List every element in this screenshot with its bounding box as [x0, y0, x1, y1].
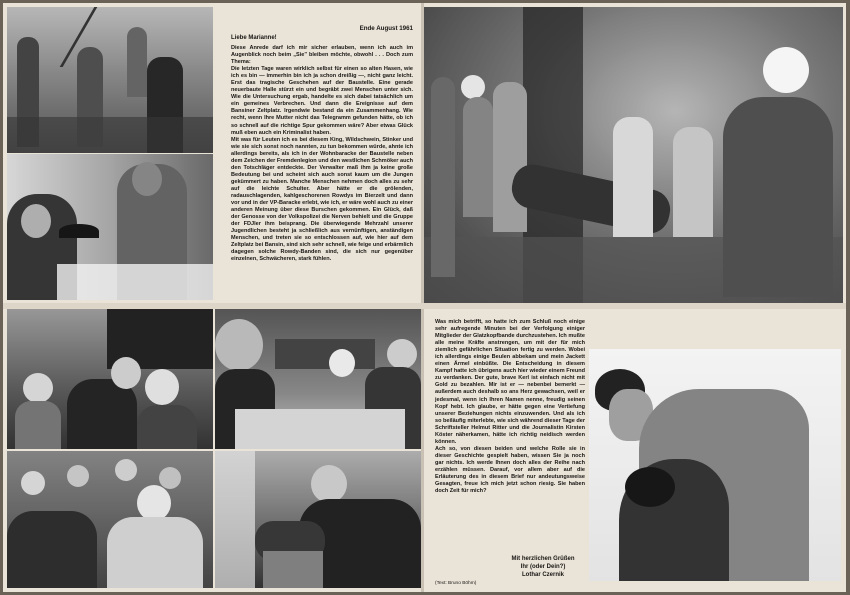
photo-construction-site	[7, 7, 213, 153]
signature-block	[501, 555, 585, 579]
letter-top-body: Diese Anrede darf ich mir sicher erlauben, wenn ich auch im Augenblick noch beim „Sie" bleiben möchte, obwohl . . . Doch zum Thema: Die letzten Tage waren wirklich selbst für einen so alten Hasen, wie ich es bin — immerhin bin ich ja schon dreißig —, nicht ganz leicht. Erst das tragische Geschehen auf der Baustelle. Eine gerade neuerbaute Halle stürzt ein und begräbt zwei Menschen unter sich. Wie die Untersuchung ergab, handelte es sich dabei tatsächlich um ein gemeines Verbrechen. Und dann die Ereignisse auf dem Bansiner Zeltplatz. Irgendwie bestand da ein Zusammenhang. Wie recht, wenn Ihre Mutter nicht das Telegramm gefunden hätte, ob ich so schnell auf die richtige Spur gekommen wäre? Aber etwas Glück muß eben auch ein Kriminalist haben. Mit was für Leuten ich es bei diesem King, Wildschwein, Stinker und wie sie sich sonst noch nannten, zu tun bekommen würde, ahnte ich allerdings bereits, als ich in der Wohnbaracke der Baustelle neben dem Zeichen der Fremdenlegion und den westlichen Schmöker auch den Totschläger entdeckte. Der Verwalter maß ihm ja keine große Bedeutung bei und scheint sich auch sonst kaum um die Jungen gekümmert zu haben. Manche Menschen nehmen doch alles zu sehr auf die leichte Schulter. Aber hätte er die grölenden, radauschlagenden, kahlgeschorenen Rowdys im Bierzelt und dann vor und in der VP-Baracke erlebt, wie ich, er wäre wohl auch zu einer anderen Meinung über diese Burschen gekommen. Ein Glück, daß der Genosse von der Volkspolizei die Nerven behielt und die Gruppe der FDJler ihm beisprang. Die überwiegende Mehrzahl unserer Jugendlichen besteht ja schließlich aus vernünftigen, anständigen Menschen, und treten sie so entschlossen auf, wie hier auf dem Zeltplatz bei Bansin, sind sich sehr schnell, wie feige und erbärmlich dagegen solche Rowdy-Banden sind, die sich nur gegenüber einzelnen, Schwächeren, stark fühlen.	[231, 45, 413, 263]
letter-bottom-body: Was mich betrifft, so hatte ich zum Schluß noch einige sehr aufregende Minuten bei der Verfolgung einiger Mitglieder der Glatzkopfbande durchzustehen. Ich mußte alle meine Kräfte anstrengen, um mit der für mich ziemlich gefährlichen Situation fertig zu werden. Wobei ich allerdings einige Beulen abbekam und mein Jackett einen Ärmel einbüßte. Die Entscheidung in diesem Kampf hatte ich übrigens auch hier wieder einem Freund zu verdanken. Der gute, brave Kerl ist einfach nicht mit Gold zu bezahlen. Mir ist er — nebenbei bemerkt — außerdem auch deshalb so ans Herz gewachsen, weil er jedesmal, wenn ich Ihren Namen nenne, freudig seinen Kopf hebt. Ich glaube, er hätte gegen eine Vertiefung unserer Beziehungen nichts einzuwenden. Und als ich so beiläufig miterlebte, wie sich während dieser Tage der Schriftsteller Helmut Ritter und die Journalistin Kirsten Köster näherkamen, hätte ich richtig neidisch werden können. Ach so, von diesen beiden und welche Rolle sie in dieser Geschichte gespielt haben, wissen Sie ja noch gar nichts. Ich werde Ihnen doch alles der Reihe nach erzählen müssen. Darauf, vor allem aber auf die Erläuterung des in diesem Brief nur andeutungsweise Gesagten, freue ich mich jetzt schon riesig. Sie haben doch Zeit für mich?	[435, 319, 586, 495]
closing-name: Lothar Czernik	[521, 572, 564, 578]
closing-greeting: Mit herzlichen Grüßen	[511, 556, 575, 562]
photo-camp-fight	[423, 7, 843, 303]
poster-sheet	[3, 3, 846, 592]
photo-man-with-dog	[589, 349, 841, 581]
photo-bald-gang-crowd	[7, 451, 213, 588]
letter-date: Ende August 1961	[359, 25, 413, 32]
fold-line-vertical	[421, 3, 424, 592]
photo-bald-men-struggle	[215, 451, 421, 588]
fold-line-horizontal	[3, 303, 846, 309]
letter-salutation: Liebe Marianne!	[231, 35, 277, 41]
photo-bald-gang-tent	[7, 309, 213, 449]
text-credit: (Text: Bruno Böhm)	[435, 581, 477, 586]
photo-office	[7, 154, 213, 300]
letter-bottom	[435, 319, 585, 587]
photo-beer-tent	[215, 309, 421, 449]
closing-question: Ihr (oder Dein?)	[520, 564, 566, 570]
letter-top	[231, 25, 413, 297]
